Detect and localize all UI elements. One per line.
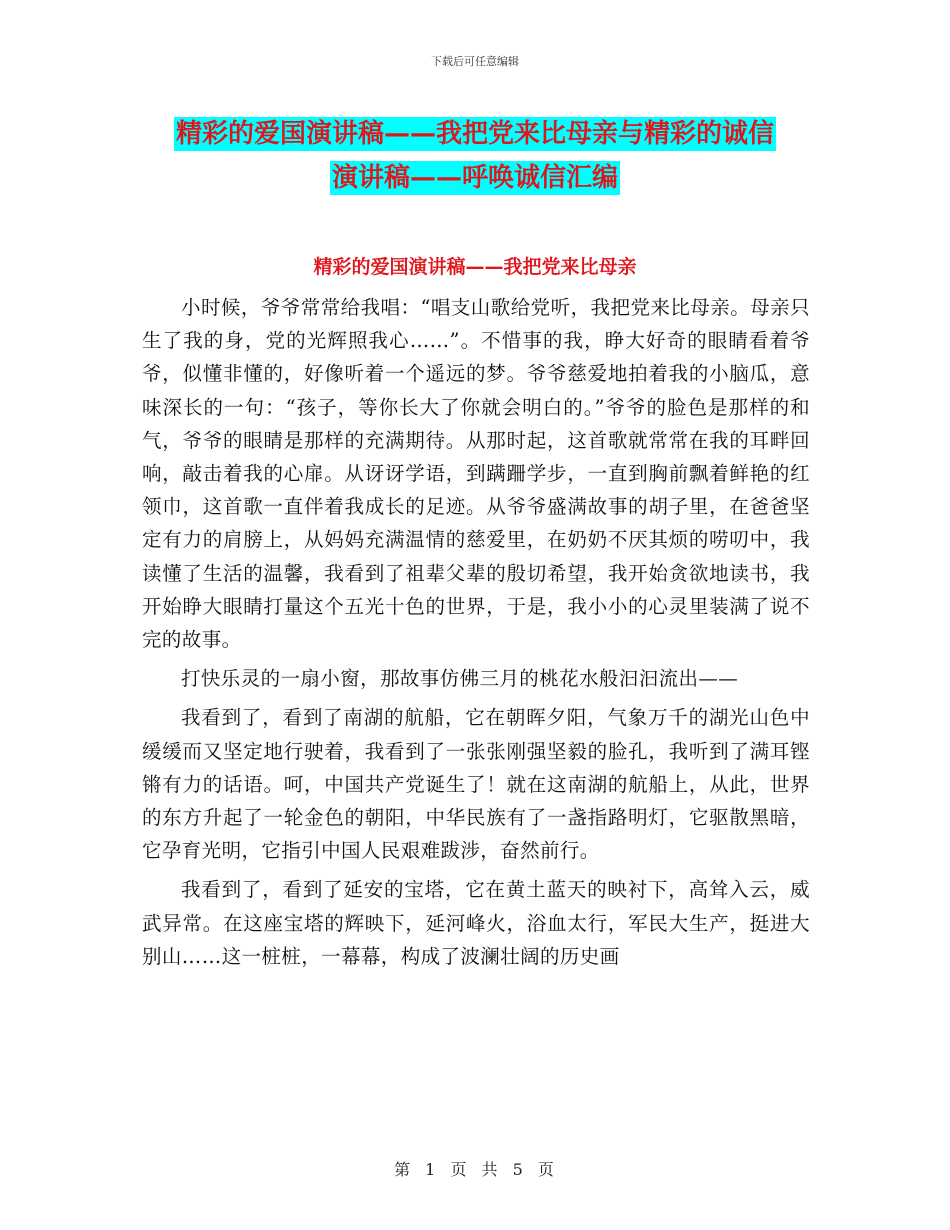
page-number-footer: 第 1 页 共 5 页 — [394, 1160, 556, 1179]
document-title-text-1: 精彩的爱国演讲稿——我把党来比母亲与精彩的诚信 — [175, 119, 774, 149]
paragraph-1: 小时候，爷爷常常给我唱：“唱支山歌给党听，我把党来比母亲。母亲只生了我的身，党的光辉照我心……”。不惜事的我，睁大好奇的眼睛看着爷爷，似懂非懂的，好像听着一个遥远的梦。爷爷慈爱地拍着我的小脑瓜，意味深长的一句：“孩子，等你长大了你就会明白的。”爷爷的脸色是那样的和气，爷爷的眼睛是那样的充满期待。从那时起，这首歌就常常在我的耳畔回响，敲击着我的心扉。从讶讶学语，到蹒跚学步，一直到胸前飘着鲜艳的红领巾，这首歌一直伴着我成长的足迹。从爷爷盛满故事的胡子里，在爸爸坚定有力的肩膀上，从妈妈充满温情的慈爱里，在奶奶不厌其烦的唠叨中，我读懂了生活的温馨，我看到了祖辈父辈的殷切希望，我开始贪欲地读书，我开始睁大眼睛打量这个五光十色的世界，于是，我小小的心灵里装满了说不完的故事。 — [142, 296, 810, 652]
document-body — [142, 291, 810, 979]
paragraph-4: 我看到了，看到了延安的宝塔，它在黄土蓝天的映衬下，高耸入云，威武异常。在这座宝塔的辉映下，延河峰火，浴血太行，军民大生产，挺进大别山……这一桩桩，一幕幕，构成了波澜壮阔的历史画 — [142, 878, 810, 968]
document-title-line-1 — [0, 113, 950, 150]
document-title-text-2: 演讲稿——呼唤诚信汇编 — [331, 163, 618, 193]
paragraph-2: 打快乐灵的一扇小窗，那故事仿佛三月的桃花水般汩汩流出—— — [181, 667, 739, 691]
document-title-line-2 — [0, 157, 950, 194]
header-note: 下载后可任意编辑 — [431, 55, 519, 68]
paragraph-3: 我看到了，看到了南湖的航船，它在朝晖夕阳，气象万千的湖光山色中缓缓而又坚定地行驶着，我看到了一张张刚强坚毅的脸孔，我听到了满耳铿锵有力的话语。呵，中国共产党诞生了！就在这南湖的航船上，从此，世界的东方升起了一轮金色的朝阳，中华民族有了一盏指路明灯，它驱散黑暗，它孕育光明，它指引中国人民艰难跋涉，奋然前行。 — [142, 706, 810, 863]
section-title: 精彩的爱国演讲稿——我把党来比母亲 — [313, 256, 637, 278]
